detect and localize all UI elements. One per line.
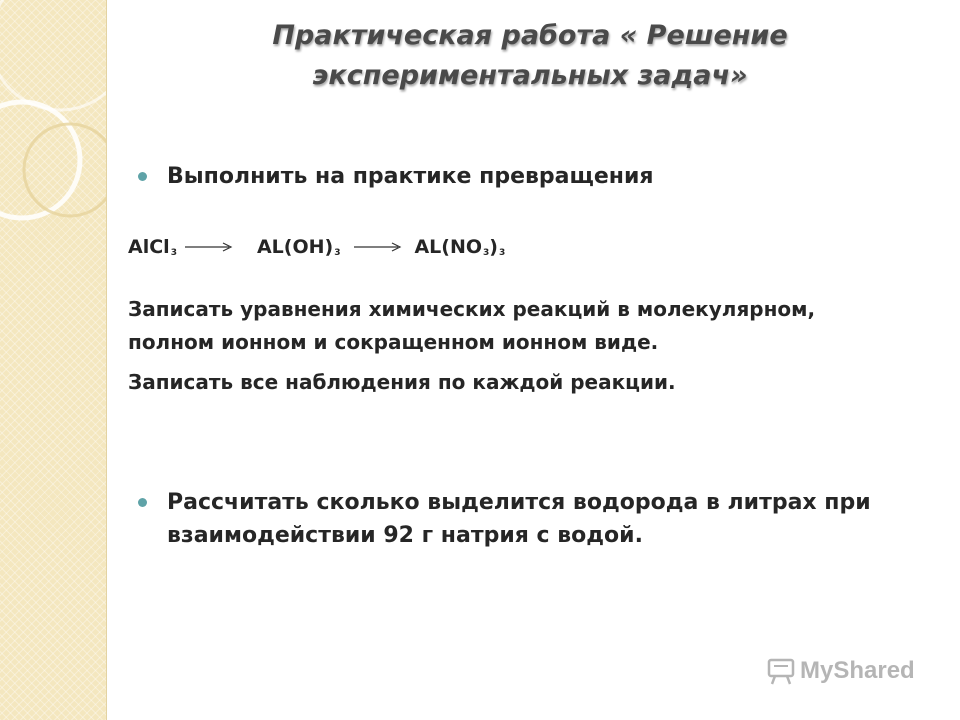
bullet-text-calculation: [167, 486, 871, 552]
calculation-line-1: Рассчитать сколько выделится водорода в литрах при: [167, 490, 871, 515]
bullet-dot-icon: [138, 172, 147, 181]
presentation-board-icon: [766, 656, 796, 686]
reaction-arrow-icon: [185, 241, 233, 253]
instruction-equations-line-2: полном ионном и сокращенном ионном виде.: [128, 330, 659, 354]
compound-aluminium-chloride: AlCl$_3$: [128, 236, 177, 258]
decorative-circles: [0, 0, 106, 720]
compound-aluminium-nitrate: $AL(NO_3)_3$: [414, 236, 506, 258]
watermark-logo: [766, 656, 915, 686]
watermark-text: MyShared: [800, 657, 915, 684]
instruction-equations-line-1: Записать уравнения химических реакций в молекулярном,: [128, 297, 816, 321]
instruction-observations: Записать все наблюдения по каждой реакции.: [128, 370, 676, 394]
bullet-text-transformations: Выполнить на практике превращения: [167, 164, 654, 189]
instruction-equations: [128, 293, 908, 359]
decorative-side-band: [0, 0, 107, 720]
bullet-item-calculation: [138, 486, 871, 552]
reaction-arrow-icon: [354, 241, 402, 253]
slide-title: [250, 16, 810, 96]
title-line-1: Практическая работа « Решение: [272, 20, 788, 51]
compound-aluminium-hydroxide: $AL(OH)_3$: [256, 236, 341, 258]
calculation-line-2: взаимодействии 92 г натрия с водой.: [167, 523, 643, 548]
bullet-item-transformations: [138, 160, 654, 193]
title-line-2: экспериментальных задач»: [312, 60, 748, 91]
reaction-chain: [128, 236, 505, 258]
bullet-dot-icon: [138, 498, 147, 507]
